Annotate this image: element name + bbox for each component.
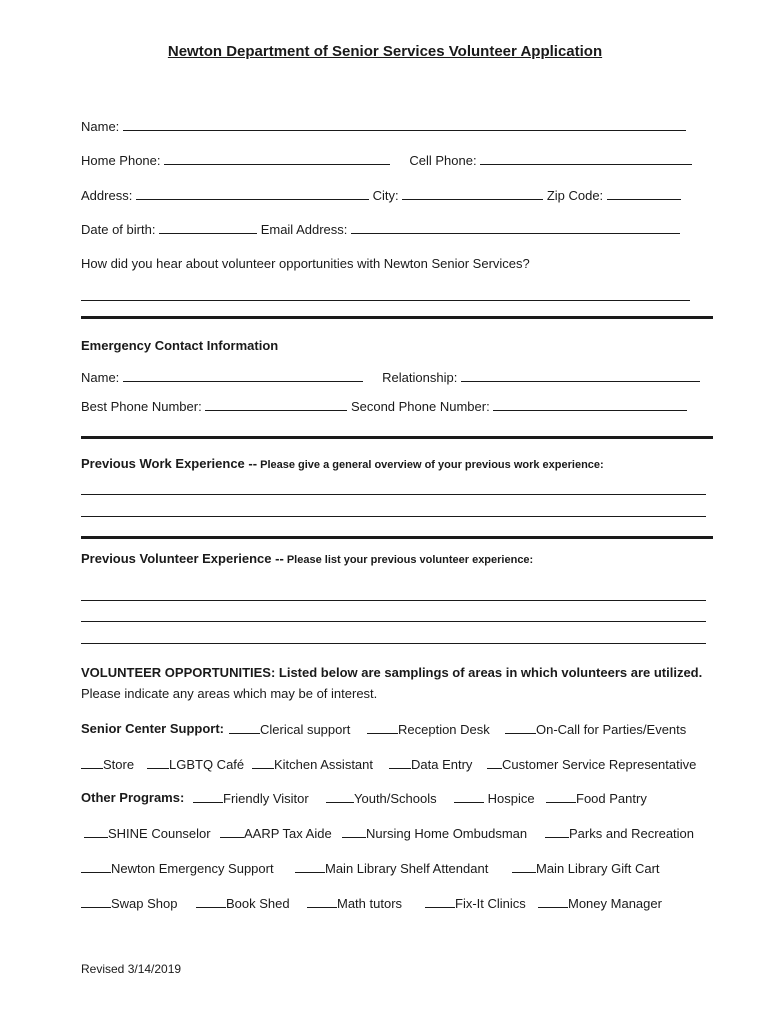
option-hospice[interactable]: Hospice bbox=[454, 790, 535, 806]
city-label: City: bbox=[372, 188, 399, 203]
option-on-call-events[interactable]: On-Call for Parties/Events bbox=[505, 721, 686, 737]
best-phone-label: Best Phone Number: bbox=[81, 399, 202, 414]
dob-row bbox=[81, 220, 680, 237]
option-shine-counselor[interactable]: SHINE Counselor bbox=[84, 825, 211, 841]
work-answer-line[interactable] bbox=[81, 516, 706, 517]
volunteer-prompt: Please list your previous volunteer experience: bbox=[283, 554, 534, 566]
checkbox-blank[interactable] bbox=[367, 721, 398, 734]
option-fix-it-clinics[interactable]: Fix-It Clinics bbox=[425, 895, 526, 911]
option-lgbtq-cafe[interactable]: LGBTQ Café bbox=[147, 756, 244, 772]
volunteer-heading-row bbox=[81, 551, 533, 566]
page-title: Newton Department of Senior Services Volunteer Application bbox=[167, 43, 603, 60]
checkbox-blank[interactable] bbox=[342, 825, 366, 838]
checkbox-blank[interactable] bbox=[487, 756, 502, 769]
option-food-pantry[interactable]: Food Pantry bbox=[546, 790, 647, 806]
work-heading: Previous Work Experience -- bbox=[81, 456, 258, 471]
second-phone-field[interactable] bbox=[493, 397, 687, 411]
checkbox-blank[interactable] bbox=[147, 756, 169, 769]
cell-phone-label: Cell Phone: bbox=[409, 153, 477, 168]
name-label: Name: bbox=[81, 119, 120, 134]
checkbox-blank[interactable] bbox=[326, 790, 354, 803]
checkbox-blank[interactable] bbox=[512, 860, 536, 873]
dob-field[interactable] bbox=[159, 220, 257, 234]
city-field[interactable] bbox=[402, 186, 543, 200]
checkbox-blank[interactable] bbox=[295, 860, 325, 873]
option-reception-desk[interactable]: Reception Desk bbox=[367, 721, 490, 737]
checkbox-blank[interactable] bbox=[546, 790, 576, 803]
second-phone-label: Second Phone Number: bbox=[350, 399, 490, 414]
work-prompt: Please give a general overview of your previous work experience: bbox=[257, 459, 604, 471]
option-library-gift-cart[interactable]: Main Library Gift Cart bbox=[512, 860, 660, 876]
checkbox-blank[interactable] bbox=[220, 825, 244, 838]
email-label: Email Address: bbox=[260, 222, 348, 237]
section-divider bbox=[81, 536, 713, 539]
section-divider bbox=[81, 316, 713, 319]
option-aarp-tax-aide[interactable]: AARP Tax Aide bbox=[220, 825, 332, 841]
option-nursing-home-ombudsman[interactable]: Nursing Home Ombudsman bbox=[342, 825, 527, 841]
checkbox-blank[interactable] bbox=[196, 895, 226, 908]
other-programs-label: Other Programs: bbox=[81, 790, 185, 805]
checkbox-blank[interactable] bbox=[252, 756, 274, 769]
zip-field[interactable] bbox=[607, 186, 681, 200]
volunteer-answer-line[interactable] bbox=[81, 600, 706, 601]
address-field[interactable] bbox=[136, 186, 369, 200]
name-field[interactable] bbox=[123, 117, 686, 131]
relationship-field[interactable] bbox=[461, 368, 700, 382]
checkbox-blank[interactable] bbox=[81, 756, 103, 769]
opportunities-heading: VOLUNTEER OPPORTUNITIES: Listed below are samplings of areas in which volunteers are utilized. bbox=[81, 665, 703, 680]
cell-phone-field[interactable] bbox=[480, 151, 692, 165]
checkbox-blank[interactable] bbox=[425, 895, 455, 908]
checkbox-blank[interactable] bbox=[454, 790, 484, 803]
emergency-name-label: Name: bbox=[81, 370, 120, 385]
checkbox-blank[interactable] bbox=[545, 825, 569, 838]
senior-center-label: Senior Center Support: bbox=[81, 721, 225, 736]
relationship-label: Relationship: bbox=[382, 370, 458, 385]
emergency-phone-row bbox=[81, 397, 687, 414]
emergency-name-field[interactable] bbox=[123, 368, 363, 382]
option-store[interactable]: Store bbox=[81, 756, 134, 772]
checkbox-blank[interactable] bbox=[84, 825, 108, 838]
checkbox-blank[interactable] bbox=[229, 721, 260, 734]
option-money-manager[interactable]: Money Manager bbox=[538, 895, 662, 911]
option-youth-schools[interactable]: Youth/Schools bbox=[326, 790, 437, 806]
zip-label: Zip Code: bbox=[546, 188, 604, 203]
volunteer-answer-line[interactable] bbox=[81, 621, 706, 622]
email-field[interactable] bbox=[351, 220, 680, 234]
best-phone-field[interactable] bbox=[205, 397, 347, 411]
option-data-entry[interactable]: Data Entry bbox=[389, 756, 472, 772]
option-library-shelf-attendant[interactable]: Main Library Shelf Attendant bbox=[295, 860, 488, 876]
option-book-shed[interactable]: Book Shed bbox=[196, 895, 290, 911]
emergency-heading: Emergency Contact Information bbox=[81, 338, 279, 353]
opportunities-subheading: Please indicate any areas which may be of interest. bbox=[81, 686, 378, 701]
work-heading-row bbox=[81, 456, 604, 471]
dob-label: Date of birth: bbox=[81, 222, 156, 237]
home-phone-label: Home Phone: bbox=[81, 153, 161, 168]
work-answer-line[interactable] bbox=[81, 494, 706, 495]
home-phone-field[interactable] bbox=[164, 151, 390, 165]
checkbox-blank[interactable] bbox=[193, 790, 223, 803]
phone-row bbox=[81, 151, 692, 168]
checkbox-blank[interactable] bbox=[81, 895, 111, 908]
checkbox-blank[interactable] bbox=[538, 895, 568, 908]
hear-question: How did you hear about volunteer opportunities with Newton Senior Services? bbox=[81, 256, 530, 271]
revision-date: Revised 3/14/2019 bbox=[81, 962, 182, 976]
address-label: Address: bbox=[81, 188, 133, 203]
address-row bbox=[81, 186, 681, 203]
volunteer-answer-line[interactable] bbox=[81, 643, 706, 644]
checkbox-blank[interactable] bbox=[307, 895, 337, 908]
option-friendly-visitor[interactable]: Friendly Visitor bbox=[193, 790, 309, 806]
option-swap-shop[interactable]: Swap Shop bbox=[81, 895, 178, 911]
hear-answer-line[interactable] bbox=[81, 300, 690, 301]
option-kitchen-assistant[interactable]: Kitchen Assistant bbox=[252, 756, 373, 772]
checkbox-blank[interactable] bbox=[389, 756, 411, 769]
checkbox-blank[interactable] bbox=[505, 721, 536, 734]
option-parks-recreation[interactable]: Parks and Recreation bbox=[545, 825, 694, 841]
option-newton-emergency-support[interactable]: Newton Emergency Support bbox=[81, 860, 274, 876]
option-clerical-support[interactable]: Clerical support bbox=[229, 721, 350, 737]
emergency-name-row bbox=[81, 368, 700, 385]
volunteer-heading: Previous Volunteer Experience -- bbox=[81, 551, 284, 566]
name-row bbox=[81, 117, 686, 134]
option-customer-service[interactable]: Customer Service Representative bbox=[487, 756, 696, 772]
checkbox-blank[interactable] bbox=[81, 860, 111, 873]
option-math-tutors[interactable]: Math tutors bbox=[307, 895, 402, 911]
section-divider bbox=[81, 436, 713, 439]
